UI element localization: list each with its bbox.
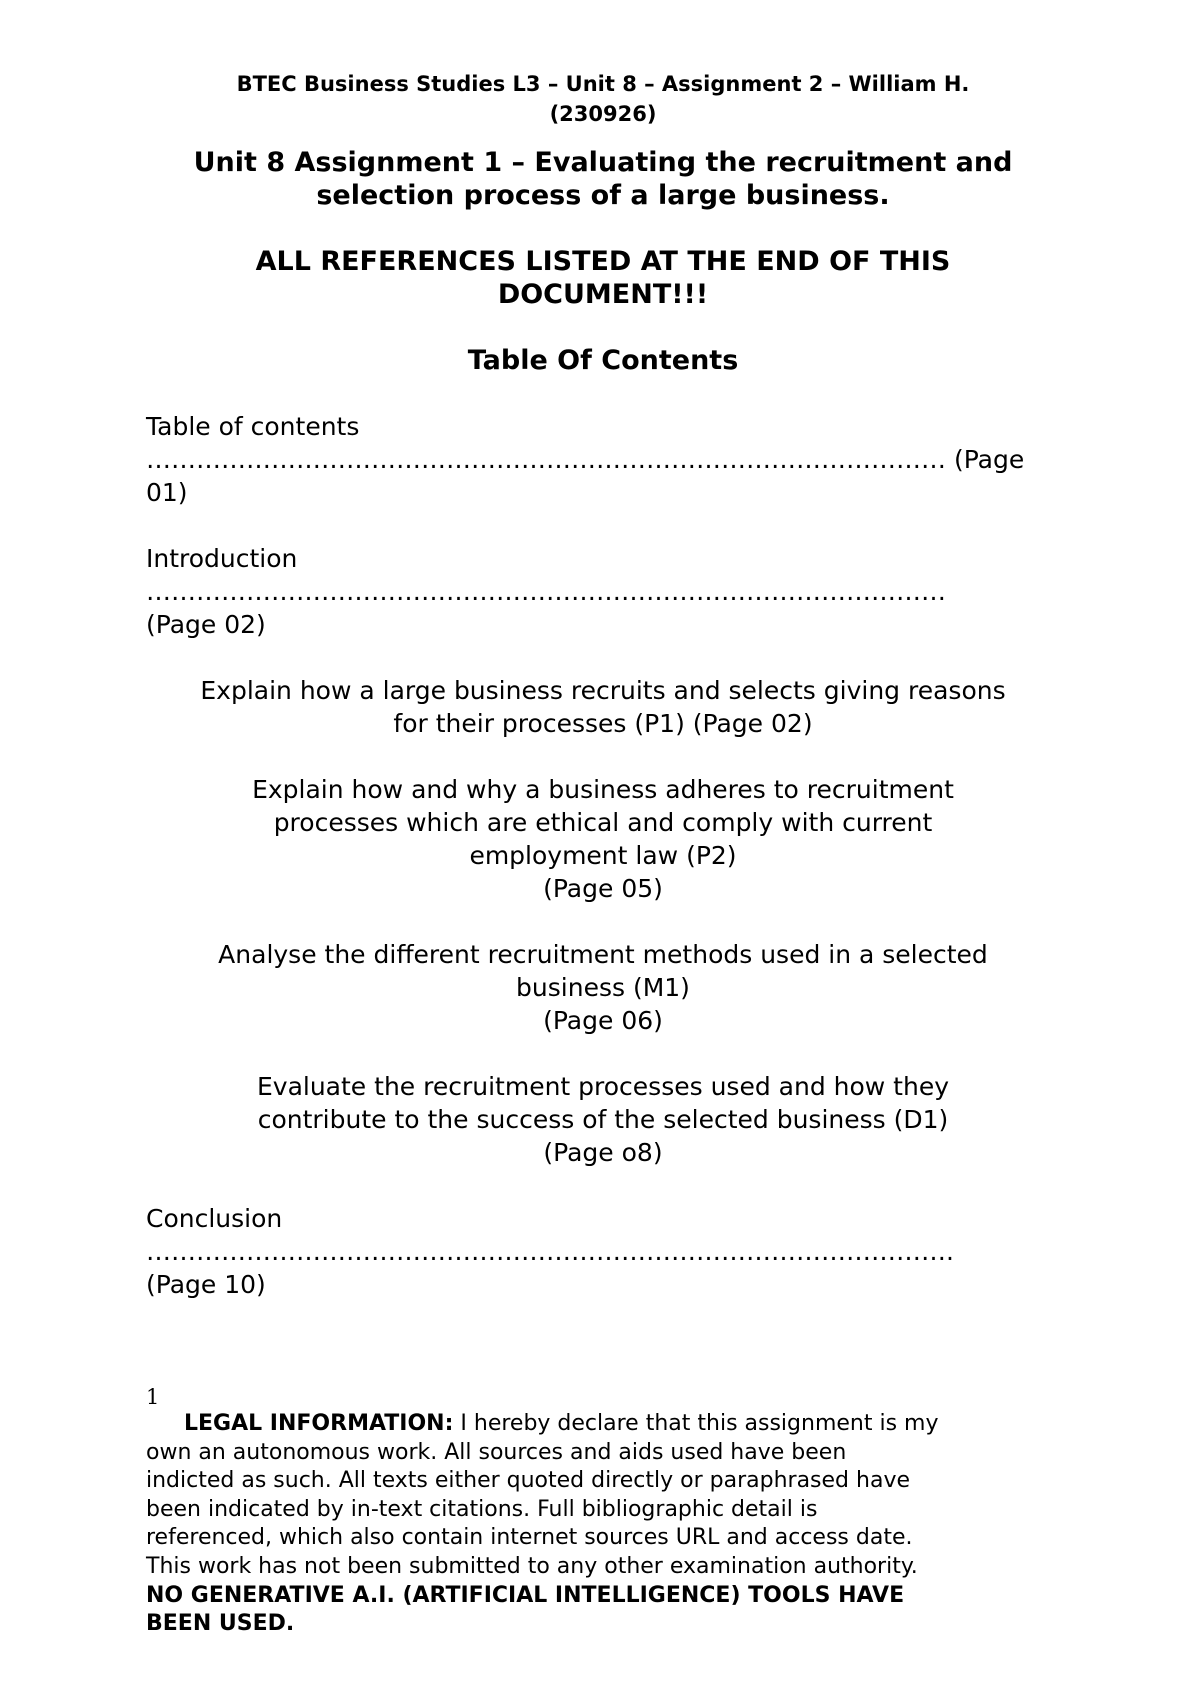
- legal-line-2: own an autonomous work. All sources and aids used have been: [146, 1439, 847, 1465]
- ai-declaration-line-2: BEEN USED.: [146, 1611, 295, 1637]
- toc-entry-p1: Explain how a large business recruits and selects giving reasons: [200, 676, 1006, 705]
- toc-entry-page: 01): [146, 478, 188, 507]
- toc-entry-page: (Page 06): [543, 1006, 663, 1035]
- toc-entry-leader: …………………………………………………………………………………… (Page: [146, 445, 1025, 474]
- footnote-number: 1: [146, 1385, 160, 1409]
- ai-declaration-line-1: NO GENERATIVE A.I. (ARTIFICIAL INTELLIGENCE) TOOLS HAVE: [146, 1582, 905, 1608]
- legal-line-6: This work has not been submitted to any other examination authority.: [146, 1553, 918, 1579]
- toc-entry-p2: Explain how and why a business adheres to recruitment: [252, 775, 954, 804]
- toc-entry-m1: Analyse the different recruitment methods used in a selected: [218, 940, 988, 969]
- toc-entry-p2-line-2: processes which are ethical and comply with current: [273, 808, 933, 837]
- toc-entry-page: (Page o8): [543, 1138, 663, 1167]
- legal-label: LEGAL INFORMATION:: [184, 1411, 454, 1436]
- toc-heading: Table Of Contents: [467, 345, 739, 376]
- legal-line-4: been indicated by in-text citations. Full bibliographic detail is: [146, 1496, 818, 1522]
- toc-entry-d1: Evaluate the recruitment processes used and how they: [256, 1072, 949, 1101]
- legal-line-3: indicted as such. All texts either quoted directly or paraphrased have: [146, 1468, 910, 1494]
- title-line-1: Unit 8 Assignment 1 – Evaluating the recruitment and: [193, 147, 1013, 178]
- toc-entry-page: (Page 05): [543, 874, 663, 903]
- header-line-2: (230926): [549, 102, 657, 126]
- references-notice-line-2: DOCUMENT!!!: [497, 279, 709, 310]
- toc-entry-d1-line-2: contribute to the success of the selected business (D1): [257, 1105, 949, 1134]
- legal-line-1: [146, 1410, 1060, 1439]
- toc-entry-leader: …………………………………………………………………………………….: [146, 1237, 954, 1266]
- references-notice-line-1: ALL REFERENCES LISTED AT THE END OF THIS: [255, 246, 951, 277]
- toc-entry-introduction: Introduction: [146, 544, 298, 573]
- header-line-1: BTEC Business Studies L3 – Unit 8 – Assignment 2 – William H.: [236, 72, 970, 96]
- legal-information-footnote: [146, 1410, 1060, 1639]
- legal-line-5: referenced, which also contain internet sources URL and access date.: [146, 1525, 913, 1551]
- toc-entry-page: (Page 02): [146, 610, 266, 639]
- title-line-2: selection process of a large business.: [316, 180, 890, 211]
- toc-entry-p2-line-3: employment law (P2): [469, 841, 737, 870]
- toc-entry-table-of-contents: Table of contents: [146, 412, 360, 441]
- toc-entry-page: (Page 10): [146, 1270, 266, 1299]
- legal-line-1-text: I hereby declare that this assignment is my: [453, 1411, 939, 1436]
- toc-entry-p1-line-2: for their processes (P1) (Page 02): [393, 709, 813, 738]
- toc-entry-m1-line-2: business (M1): [516, 973, 690, 1002]
- toc-entry-conclusion: Conclusion: [146, 1204, 283, 1233]
- toc-entry-leader: ……………………………………………………………………………………: [146, 577, 946, 606]
